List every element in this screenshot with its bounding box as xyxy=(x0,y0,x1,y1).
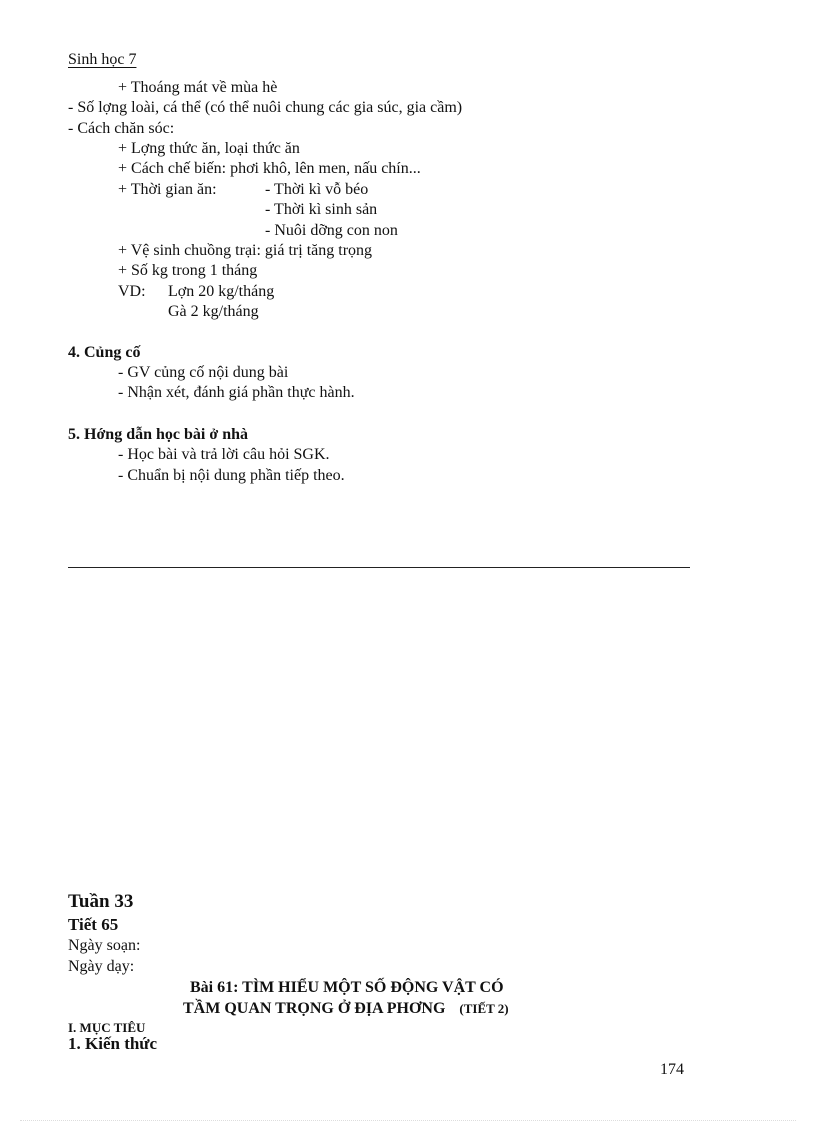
text-line: - Cách chăn sóc: xyxy=(68,120,175,137)
horizontal-divider xyxy=(68,567,690,568)
lesson-title-text: TÌM HIỂU MỘT SỐ ĐỘNG VẬT CÓ xyxy=(242,979,504,996)
text-line: - Thời kì vỗ béo xyxy=(265,181,369,198)
objectives-heading: I. MỤC TIÊU xyxy=(68,1020,146,1035)
period-label: Tiết 65 xyxy=(68,915,119,934)
page-edge-divider xyxy=(20,1120,796,1121)
knowledge-heading: 1. Kiến thức xyxy=(68,1034,158,1053)
list-item: - Học bài và trả lời câu hỏi SGK. xyxy=(118,446,330,463)
prep-date-label: Ngày soạn: xyxy=(68,937,141,954)
text-line: Lợn 20 kg/tháng xyxy=(168,283,275,300)
section-heading: 5. Hớng dẫn học bài ở nhà xyxy=(68,426,248,443)
text-line: + Thời gian ăn: xyxy=(118,181,217,198)
page-header-subject: Sinh học 7 xyxy=(68,51,137,68)
text-line: + Thoáng mát về mùa hè xyxy=(118,79,278,96)
list-item: - Chuẩn bị nội dung phần tiếp theo. xyxy=(118,467,345,484)
list-item: - GV củng cố nội dung bài xyxy=(118,364,289,381)
page-number: 174 xyxy=(660,1061,684,1078)
text-line: - Số lợng loài, cá thể (có thể nuôi chung các gia súc, gia cầm) xyxy=(68,99,463,116)
lesson-number: Bài 61: xyxy=(190,979,239,996)
lesson-title-line-1 xyxy=(190,978,504,998)
lesson-part-label: (TIẾT 2) xyxy=(459,1001,509,1016)
text-line: + Vệ sinh chuồng trại: giá trị tăng trọng xyxy=(118,242,373,259)
teach-date-label: Ngày dạy: xyxy=(68,958,135,975)
text-line: Gà 2 kg/tháng xyxy=(168,303,259,320)
text-line: + Số kg trong 1 tháng xyxy=(118,262,258,279)
section-heading: 4. Củng cố xyxy=(68,344,141,361)
text-line: - Thời kì sinh sản xyxy=(265,201,378,218)
list-item: - Nhận xét, đánh giá phần thực hành. xyxy=(118,384,355,401)
text-line: + Cách chế biến: phơi khô, lên men, nấu chín... xyxy=(118,160,421,177)
text-line: VD: xyxy=(118,283,146,300)
lesson-title-line-2 xyxy=(183,999,509,1019)
text-line: - Nuôi dỡng con non xyxy=(265,222,398,239)
lesson-title-text: TẦM QUAN TRỌNG Ở ĐỊA PHƠNG xyxy=(183,1000,446,1017)
week-label: Tuần 33 xyxy=(68,891,134,912)
text-line: + Lợng thức ăn, loại thức ăn xyxy=(118,140,300,157)
